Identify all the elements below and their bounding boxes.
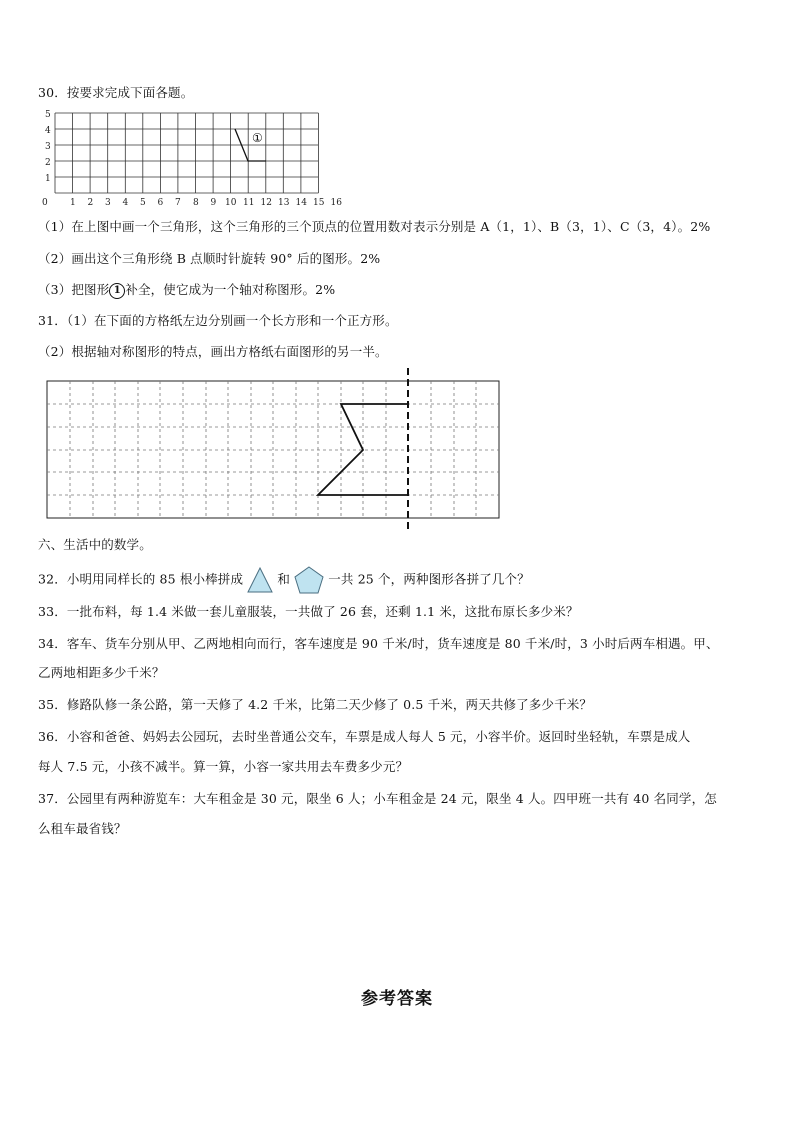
grid30-ylabel-2: 2 <box>45 158 51 168</box>
dashed-grid-31[interactable] <box>0 0 794 540</box>
q30-sub1: （1）在上图中画一个三角形，这个三角形的三个顶点的位置用数对表示分别是 A（1，1）、B（3，1）、C（3，4）。2% <box>38 219 711 234</box>
grid30-xlabel-16: 16 <box>330 198 342 208</box>
grid30-xlabel-13: 13 <box>278 198 290 208</box>
grid30-xlabel-1: 1 <box>70 198 76 208</box>
q34-line1: 34．客车、货车分别从甲、乙两地相向而行，客车速度是 90 千米/时，货车速度是 80 千米/时，3 小时后两车相遇。甲、 <box>38 636 719 651</box>
triangle-icon <box>247 567 273 593</box>
grid30-xlabel-12: 12 <box>260 198 272 208</box>
q32-part-c: 一共 25 个，两种图形各拼了几个？ <box>328 571 530 587</box>
grid30-ylabel-4: 4 <box>45 126 51 136</box>
grid30-xlabel-6: 6 <box>157 198 164 208</box>
grid30-xlabel-7: 7 <box>175 198 181 208</box>
figure-1-circled-number: 1 <box>109 283 125 299</box>
q30-heading: 30．按要求完成下面各题。 <box>38 85 194 100</box>
q35-text: 35．修路队修一条公路，第一天修了 4.2 千米，比第二天少修了 0.5 千米，两天共修了多少千米？ <box>38 697 593 712</box>
figure-1-label: ① <box>252 131 263 145</box>
grid30-xlabel-2: 2 <box>87 198 94 208</box>
q30-sub3-part-b: 补全，使它成为一个轴对称图形。2% <box>125 282 336 297</box>
grid30-xlabel-15: 15 <box>313 198 325 208</box>
grid30-xlabel-10: 10 <box>225 198 237 208</box>
grid30-xlabel-8: 8 <box>193 198 199 208</box>
q32-part-a: 32．小明用同样长的 85 根小棒拼成 <box>38 571 244 587</box>
grid30-xlabel-11: 11 <box>243 198 255 208</box>
pentagon-icon <box>294 566 324 594</box>
grid30-xlabel-9: 9 <box>210 198 217 208</box>
grid30-ylabel-1: 1 <box>45 174 51 184</box>
q37-line2: 么租车最省钱？ <box>38 821 127 836</box>
q30-sub2: （2）画出这个三角形绕 B 点顺时针旋转 90° 后的图形。2% <box>38 251 381 266</box>
answer-title: 参考答案 <box>361 989 433 1009</box>
grid31-dashed-lines <box>47 381 499 518</box>
section6-heading: 六、生活中的数学。 <box>38 537 152 552</box>
grid30-ylabel-3: 3 <box>45 142 51 152</box>
grid30-xlabel-14: 14 <box>295 198 307 208</box>
q36-line2: 每人 7.5 元，小孩不减半。算一算，小容一家共用去车费多少元？ <box>38 759 409 774</box>
grid30-ylabel-5: 5 <box>45 110 51 120</box>
q33-text: 33．一批布料，每 1.4 米做一套儿童服装，一共做了 26 套，还剩 1.1 米，这批布原长多少米？ <box>38 604 579 619</box>
q30-sub3-part-a: （3）把图形 <box>38 282 110 297</box>
grid30-xlabel-3: 3 <box>105 198 111 208</box>
grid30-xlabel-5: 5 <box>140 198 146 208</box>
q32-line <box>38 566 530 594</box>
q36-line1: 36．小容和爸爸、妈妈去公园玩，去时坐普通公交车，车票是成人每人 5 元，小容半价。返回时坐轻轨，车票是成人 <box>38 729 691 744</box>
grid30-xlabel-4: 4 <box>122 198 129 208</box>
q37-line1: 37．公园里有两种游览车：大车租金是 30 元，限坐 6 人；小车租金是 24 元，限坐 4 人。四甲班一共有 40 名同学，怎 <box>38 791 717 806</box>
q31-line1: 31．（1）在下面的方格纸左边分别画一个长方形和一个正方形。 <box>38 313 398 328</box>
grid30-xlabel-0: 0 <box>42 198 48 208</box>
q32-part-b: 和 <box>277 571 291 587</box>
q34-line2: 乙两地相距多少千米？ <box>38 665 165 680</box>
q31-line2: （2）根据轴对称图形的特点，画出方格纸右面图形的另一半。 <box>38 344 388 359</box>
